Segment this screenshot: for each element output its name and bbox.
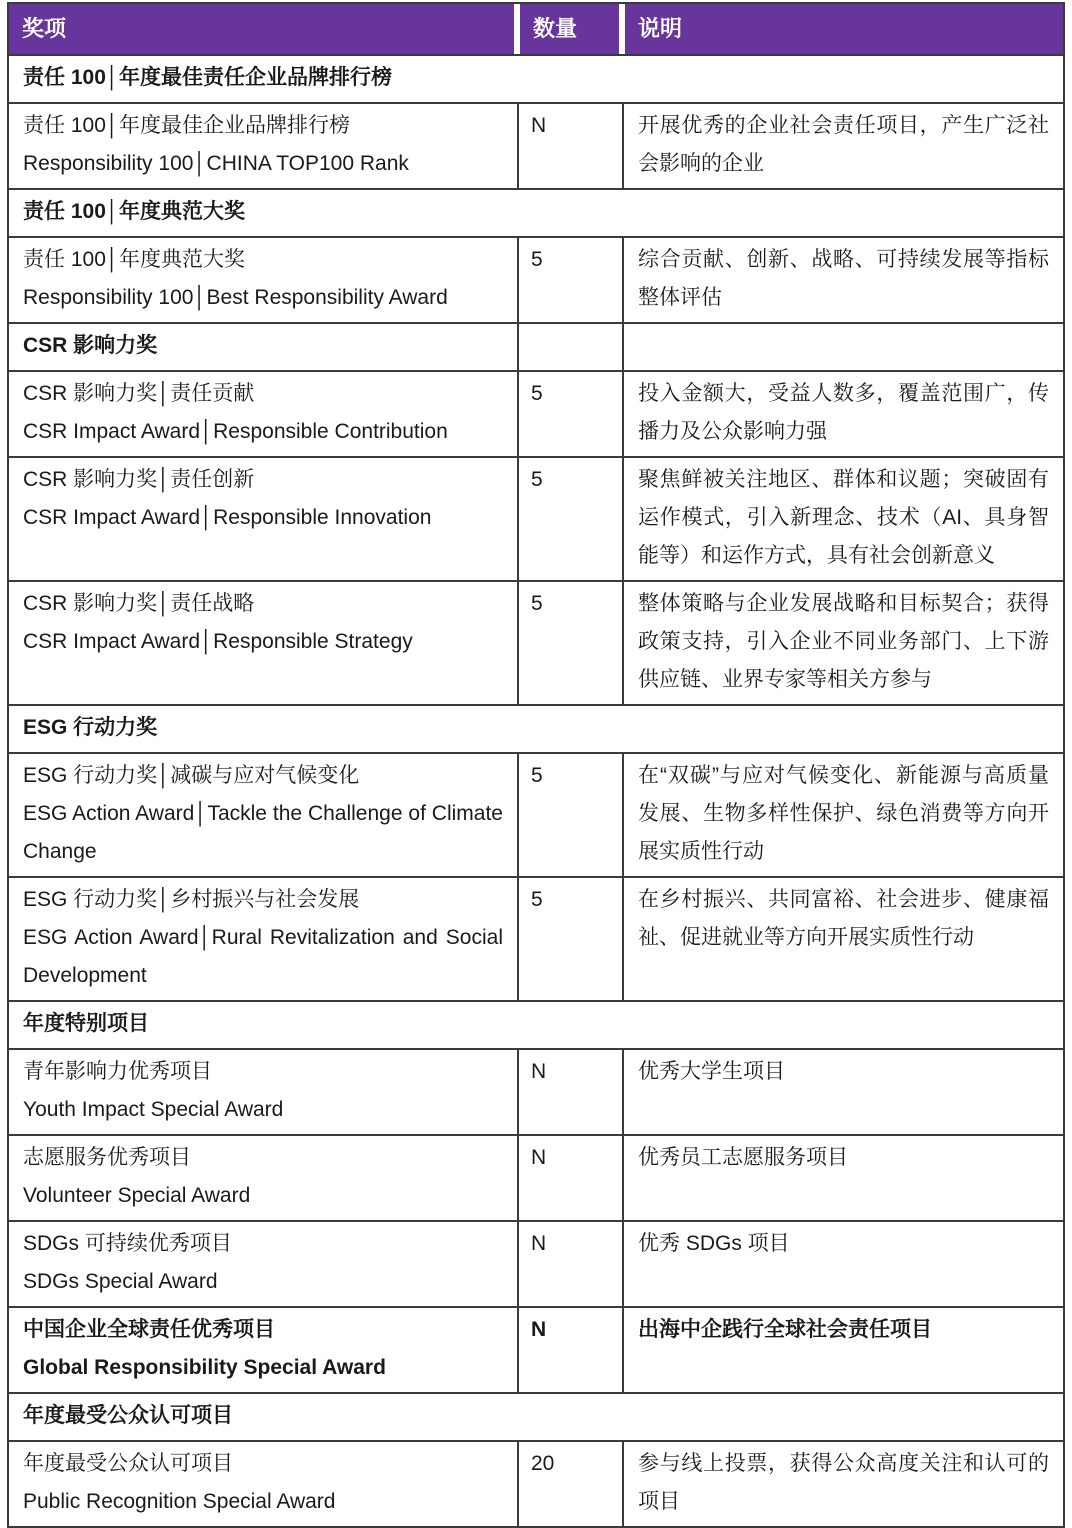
- section-header-row-with-cells: [9, 322, 1063, 370]
- table-row: [9, 236, 1063, 322]
- table-row: [9, 580, 1063, 704]
- award-name-zh: CSR 影响力奖│责任贡献: [23, 382, 255, 405]
- award-name-en: SDGs Special Award: [23, 1270, 218, 1293]
- section-title: CSR 影响力奖: [23, 334, 158, 357]
- description-cell: 在乡村振兴、共同富裕、社会进步、健康福祉、促进就业等方向开展实质性行动: [622, 878, 1063, 1000]
- quantity-cell: N: [517, 1308, 622, 1392]
- award-name-cell: [9, 1308, 517, 1392]
- award-name-zh: 责任 100│年度最佳企业品牌排行榜: [23, 114, 350, 137]
- description-cell: 参与线上投票，获得公众高度关注和认可的项目: [622, 1442, 1063, 1526]
- description-cell: 优秀 SDGs 项目: [622, 1222, 1063, 1306]
- description-cell: 优秀大学生项目: [622, 1050, 1063, 1134]
- award-name-cell: [9, 104, 517, 188]
- description-cell: 开展优秀的企业社会责任项目，产生广泛社会影响的企业: [622, 104, 1063, 188]
- table-header-row: [9, 4, 1063, 54]
- section-header-row: [9, 188, 1063, 236]
- quantity-cell: 5: [517, 238, 622, 322]
- award-name-cell: [9, 458, 517, 580]
- award-name-zh: ESG 行动力奖│乡村振兴与社会发展: [23, 888, 360, 911]
- quantity-cell: N: [517, 104, 622, 188]
- award-name-cell: [9, 1136, 517, 1220]
- quantity-cell: 5: [517, 372, 622, 456]
- award-name-zh: SDGs 可持续优秀项目: [23, 1232, 232, 1255]
- section-header-row: [9, 704, 1063, 752]
- table-row: [9, 1134, 1063, 1220]
- section-header-row: [9, 54, 1063, 102]
- award-name-zh: 青年影响力优秀项目: [23, 1060, 212, 1083]
- quantity-cell: N: [517, 1050, 622, 1134]
- table-row: [9, 752, 1063, 876]
- award-name-zh: ESG 行动力奖│减碳与应对气候变化: [23, 764, 360, 787]
- award-name-en: CSR Impact Award│Responsible Contribution: [23, 420, 448, 443]
- award-name-cell: [9, 372, 517, 456]
- section-title: 年度最受公众认可项目: [23, 1404, 233, 1427]
- award-name-cell: [9, 582, 517, 704]
- award-name-zh: 中国企业全球责任优秀项目: [23, 1318, 275, 1341]
- section-title: 责任 100│年度最佳责任企业品牌排行榜: [23, 66, 392, 89]
- description-cell: 优秀员工志愿服务项目: [622, 1136, 1063, 1220]
- description-cell: 在“双碳”与应对气候变化、新能源与高质量发展、生物多样性保护、绿色消费等方向开展实质性行动: [622, 754, 1063, 876]
- description-cell: 出海中企践行全球社会责任项目: [622, 1308, 1063, 1392]
- description-cell: 聚焦鲜被关注地区、群体和议题；突破固有运作模式，引入新理念、技术（AI、具身智能等）和运作方式，具有社会创新意义: [622, 458, 1063, 580]
- table-row: [9, 102, 1063, 188]
- award-name-en: Responsibility 100│CHINA TOP100 Rank: [23, 152, 409, 175]
- table-row: [9, 456, 1063, 580]
- award-name-cell: [9, 1050, 517, 1134]
- award-name-zh: CSR 影响力奖│责任战略: [23, 592, 255, 615]
- award-name-cell: [9, 878, 517, 1000]
- award-name-zh: 年度最受公众认可项目: [23, 1452, 233, 1475]
- award-name-cell: [9, 238, 517, 322]
- award-name-cell: [9, 1442, 517, 1526]
- award-name-en: CSR Impact Award│Responsible Strategy: [23, 630, 413, 653]
- table-row: [9, 876, 1063, 1000]
- quantity-cell: 5: [517, 582, 622, 704]
- award-name-en: ESG Action Award│Rural Revitalization and Social Development: [23, 926, 503, 987]
- award-name-cell: [9, 754, 517, 876]
- award-name-en: ESG Action Award│Tackle the Challenge of Climate Change: [23, 802, 503, 863]
- awards-table: [7, 2, 1065, 1528]
- section-title: ESG 行动力奖: [23, 716, 158, 739]
- table-row: [9, 1440, 1063, 1526]
- quantity-cell: 5: [517, 878, 622, 1000]
- award-name-en: Public Recognition Special Award: [23, 1490, 336, 1513]
- award-name-en: Global Responsibility Special Award: [23, 1356, 386, 1379]
- quantity-cell: 5: [517, 458, 622, 580]
- description-cell: 投入金额大，受益人数多，覆盖范围广，传播力及公众影响力强: [622, 372, 1063, 456]
- table-row: [9, 1048, 1063, 1134]
- award-name-zh: 志愿服务优秀项目: [23, 1146, 191, 1169]
- award-name-en: CSR Impact Award│Responsible Innovation: [23, 506, 432, 529]
- table-row-bold: [9, 1306, 1063, 1392]
- quantity-cell: [517, 324, 622, 370]
- column-header-description: 说明: [625, 4, 1063, 54]
- award-name-en: Youth Impact Special Award: [23, 1098, 284, 1121]
- award-name-en: Responsibility 100│Best Responsibility Award: [23, 286, 448, 309]
- description-cell: [622, 324, 1063, 370]
- quantity-cell: N: [517, 1136, 622, 1220]
- table-row: [9, 370, 1063, 456]
- quantity-cell: 5: [517, 754, 622, 876]
- award-name-zh: 责任 100│年度典范大奖: [23, 248, 245, 271]
- section-title: 责任 100│年度典范大奖: [23, 200, 245, 223]
- column-header-quantity: 数量: [520, 4, 619, 54]
- table-row: [9, 1220, 1063, 1306]
- award-name-cell: [9, 1222, 517, 1306]
- column-header-award: 奖项: [9, 4, 514, 54]
- section-header-row: [9, 1392, 1063, 1440]
- award-name-zh: CSR 影响力奖│责任创新: [23, 468, 255, 491]
- description-cell: 综合贡献、创新、战略、可持续发展等指标整体评估: [622, 238, 1063, 322]
- section-header-row: [9, 1000, 1063, 1048]
- description-cell: 整体策略与企业发展战略和目标契合；获得政策支持，引入企业不同业务部门、上下游供应链、业界专家等相关方参与: [622, 582, 1063, 704]
- quantity-cell: N: [517, 1222, 622, 1306]
- section-title: 年度特别项目: [23, 1012, 149, 1035]
- quantity-cell: 20: [517, 1442, 622, 1526]
- award-name-en: Volunteer Special Award: [23, 1184, 251, 1207]
